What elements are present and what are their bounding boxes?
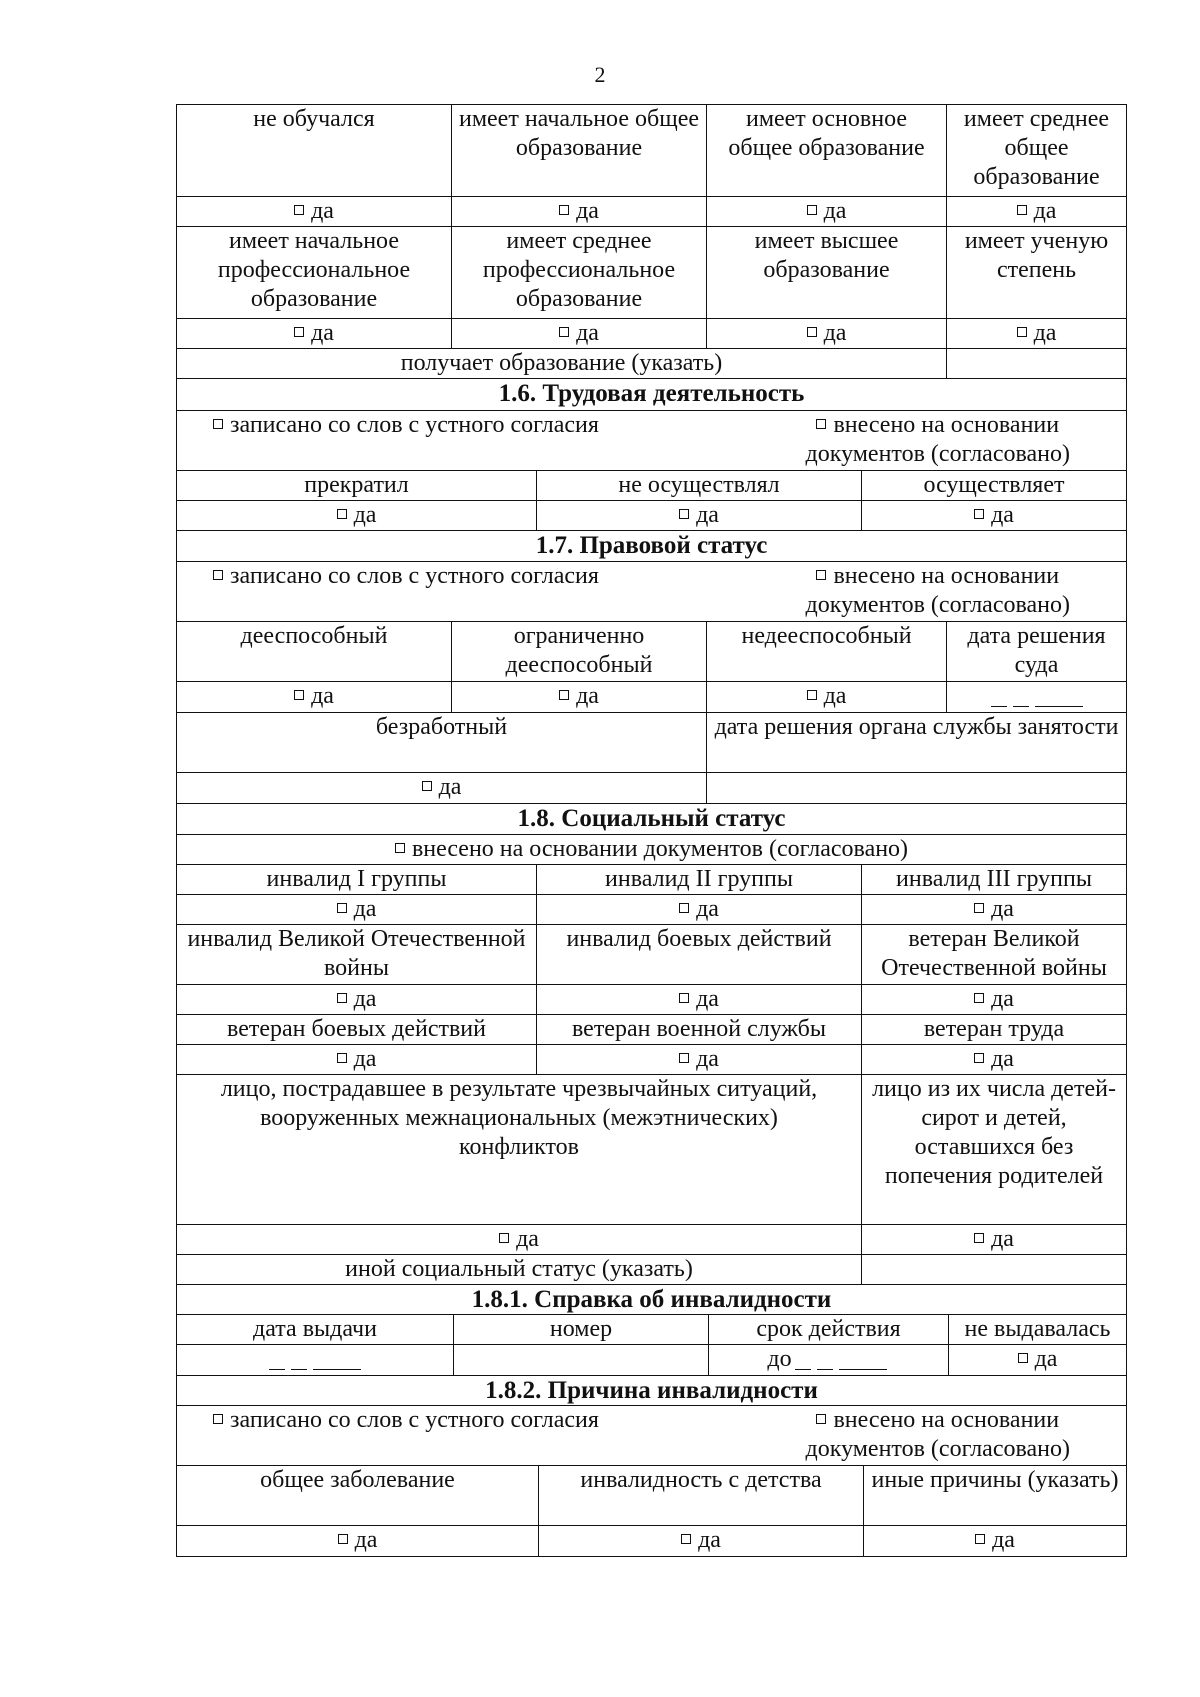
checkbox-yes[interactable] <box>177 985 537 1015</box>
date-year-blank <box>313 1351 361 1370</box>
social-options-row-2 <box>177 925 1127 985</box>
checkbox-label: да <box>311 198 334 224</box>
checkbox-label: да <box>823 320 847 346</box>
checkbox-yes[interactable] <box>707 197 947 227</box>
valid-until-prefix: до <box>767 1346 792 1372</box>
checkbox-icon <box>213 419 223 429</box>
social-option-label: инвалид III группы <box>862 865 1127 895</box>
checkbox-yes[interactable] <box>537 985 862 1015</box>
section-header-row <box>177 1285 1127 1315</box>
source-oral-label: записано со слов с устного согласия <box>230 412 599 438</box>
checkbox-icon <box>816 570 826 580</box>
social-option-label: инвалид Великой Отечественной войны <box>177 925 537 985</box>
source-oral-label: записано со слов с устного согласия <box>230 563 599 589</box>
certificate-column-label: номер <box>454 1315 709 1345</box>
checkbox-label: да <box>696 896 719 922</box>
section-header-row <box>177 1376 1127 1406</box>
source-row <box>177 1406 1127 1466</box>
checkbox-icon <box>816 1414 826 1424</box>
checkbox-yes[interactable] <box>452 319 707 349</box>
disability-cause-checkbox-row <box>177 1526 1127 1557</box>
victim-label: лицо, пострадавшее в результате чрезвычайных ситуаций, вооруженных межнациональных (межэтнических) конфликтов <box>177 1075 862 1225</box>
checkbox-label: да <box>1033 198 1057 224</box>
source-documents-option[interactable] <box>806 1406 1122 1464</box>
checkbox-label: да <box>311 683 334 709</box>
checkbox-label: да <box>354 1527 378 1553</box>
checkbox-yes[interactable] <box>177 1526 539 1557</box>
education-option-label: имеет основное общее образование <box>707 105 947 197</box>
checkbox-icon <box>679 509 689 519</box>
date-year-blank <box>839 1351 887 1370</box>
social-option-label: ветеран военной службы <box>537 1015 862 1045</box>
education-row-2 <box>177 227 1127 319</box>
checkbox-label: да <box>576 198 599 224</box>
source-row <box>177 562 1127 622</box>
studying-row <box>177 349 1127 379</box>
checkbox-yes[interactable] <box>864 1526 1127 1557</box>
checkbox-yes[interactable] <box>177 895 537 925</box>
checkbox-label: да <box>991 1046 1014 1072</box>
social-option-label: ветеран труда <box>862 1015 1127 1045</box>
section-heading-social: 1.8. Социальный статус <box>177 804 1127 835</box>
source-documents-label: документов (согласовано) <box>805 1436 1070 1462</box>
labor-option-label: не осуществлял <box>537 471 862 501</box>
checkbox-label: да <box>516 1226 539 1252</box>
certificate-number-field[interactable] <box>454 1345 709 1376</box>
checkbox-icon <box>294 327 304 337</box>
social-source-row <box>177 835 1127 865</box>
section-heading-legal: 1.7. Правовой статус <box>177 531 1127 562</box>
legal-option-label: дееспособный <box>177 622 452 682</box>
checkbox-yes[interactable] <box>177 1045 537 1075</box>
certificate-column-label: срок действия <box>709 1315 949 1345</box>
checkbox-yes[interactable] <box>537 1045 862 1075</box>
education-option-label: имеет начальное профессиональное образование <box>177 227 452 319</box>
checkbox-yes[interactable] <box>947 319 1127 349</box>
social-option-label: ветеран Великой Отечественной войны <box>862 925 1127 985</box>
employment-decision-date-field[interactable] <box>707 773 1127 804</box>
checkbox-yes[interactable] <box>452 197 707 227</box>
certificate-column-label: дата выдачи <box>177 1315 454 1345</box>
source-documents-label: внесено на основании <box>833 1407 1060 1433</box>
checkbox-icon <box>974 903 984 913</box>
checkbox-label: да <box>438 774 462 800</box>
checkbox-icon <box>213 570 223 580</box>
checkbox-icon <box>679 993 689 1003</box>
checkbox-yes[interactable] <box>707 682 947 713</box>
source-documents-label: документов (согласовано) <box>805 441 1070 467</box>
victim-orphan-row <box>177 1075 1127 1225</box>
checkbox-yes[interactable] <box>177 319 452 349</box>
checkbox-label: да <box>991 986 1014 1012</box>
social-option-label: инвалид I группы <box>177 865 537 895</box>
source-documents-label: внесено на основании <box>833 563 1060 589</box>
education-checkbox-row-1 <box>177 197 1127 227</box>
date-day-blank <box>991 688 1007 707</box>
checkbox-label: да <box>991 896 1014 922</box>
checkbox-yes[interactable] <box>177 501 537 531</box>
form-table <box>176 104 1127 1557</box>
source-options <box>177 1406 1127 1466</box>
checkbox-yes[interactable] <box>949 1345 1127 1376</box>
other-status-field[interactable] <box>862 1255 1127 1285</box>
checkbox-icon <box>975 1534 985 1544</box>
certificate-columns-row <box>177 1315 1127 1345</box>
checkbox-icon <box>395 843 405 853</box>
social-options-row-1 <box>177 865 1127 895</box>
labor-checkbox-row <box>177 501 1127 531</box>
source-documents-option[interactable] <box>806 411 1122 469</box>
education-checkbox-row-2 <box>177 319 1127 349</box>
valid-until-field[interactable] <box>709 1345 949 1376</box>
issue-date-field[interactable] <box>177 1345 454 1376</box>
checkbox-yes[interactable] <box>177 1225 862 1255</box>
studying-field[interactable] <box>947 349 1127 379</box>
labor-option-label: прекратил <box>177 471 537 501</box>
checkbox-label: да <box>311 320 334 346</box>
social-option-label: ветеран боевых действий <box>177 1015 537 1045</box>
source-oral-label: записано со слов с устного согласия <box>230 1407 599 1433</box>
checkbox-icon <box>1018 1353 1028 1363</box>
labor-options-row <box>177 471 1127 501</box>
checkbox-label: да <box>991 502 1014 528</box>
date-month-blank <box>291 1351 307 1370</box>
checkbox-yes[interactable] <box>177 197 452 227</box>
unemployed-row <box>177 713 1127 773</box>
checkbox-icon <box>974 1053 984 1063</box>
checkbox-yes[interactable] <box>707 319 947 349</box>
other-status-row <box>177 1255 1127 1285</box>
checkbox-icon <box>294 690 304 700</box>
certificate-values-row <box>177 1345 1127 1376</box>
disability-cause-options-row <box>177 1466 1127 1526</box>
source-oral-option[interactable] <box>181 1406 599 1435</box>
checkbox-icon <box>974 509 984 519</box>
legal-option-label: ограниченно дееспособный <box>452 622 707 682</box>
checkbox-yes[interactable] <box>947 197 1127 227</box>
checkbox-icon <box>559 690 569 700</box>
disability-cause-label: общее заболевание <box>177 1466 539 1526</box>
certificate-column-label: не выдавалась <box>949 1315 1127 1345</box>
checkbox-label: да <box>353 986 377 1012</box>
checkbox-yes[interactable] <box>862 895 1127 925</box>
source-oral-option[interactable] <box>181 562 599 591</box>
checkbox-label: да <box>353 896 377 922</box>
checkbox-yes[interactable] <box>537 895 862 925</box>
social-option-label: инвалид II группы <box>537 865 862 895</box>
checkbox-icon <box>816 419 826 429</box>
source-oral-option[interactable] <box>181 411 599 440</box>
education-row-1 <box>177 105 1127 197</box>
checkbox-icon <box>1017 205 1027 215</box>
section-heading-disability-certificate: 1.8.1. Справка об инвалидности <box>177 1285 1127 1315</box>
checkbox-yes[interactable] <box>862 1045 1127 1075</box>
source-documents-label: документов (согласовано) <box>805 592 1070 618</box>
checkbox-icon <box>337 903 347 913</box>
date-day-blank <box>269 1351 285 1370</box>
source-documents-option[interactable] <box>177 835 1127 865</box>
checkbox-label: да <box>576 683 599 709</box>
checkbox-icon <box>1017 327 1027 337</box>
checkbox-icon <box>559 205 569 215</box>
employment-decision-label: дата решения органа службы занятости <box>707 713 1127 773</box>
social-checkbox-row-1 <box>177 895 1127 925</box>
source-documents-option[interactable] <box>806 562 1122 620</box>
education-option-label: имеет среднее общее образование <box>947 105 1127 197</box>
checkbox-icon <box>499 1233 509 1243</box>
legal-options-row <box>177 622 1127 682</box>
checkbox-icon <box>422 781 432 791</box>
checkbox-icon <box>974 1233 984 1243</box>
page-number: 2 <box>594 62 606 87</box>
education-option-label: имеет высшее образование <box>707 227 947 319</box>
date-month-blank <box>817 1351 833 1370</box>
source-documents-label: внесено на основании документов (согласовано) <box>411 836 909 862</box>
checkbox-label: да <box>823 198 847 224</box>
checkbox-yes[interactable] <box>177 682 452 713</box>
disability-cause-label: иные причины (указать) <box>864 1466 1127 1526</box>
section-header-row <box>177 379 1127 411</box>
section-heading-labor: 1.6. Трудовая деятельность <box>177 379 1127 411</box>
checkbox-label: да <box>991 1226 1014 1252</box>
checkbox-yes[interactable] <box>862 501 1127 531</box>
checkbox-yes[interactable] <box>539 1526 864 1557</box>
social-checkbox-row-2 <box>177 985 1127 1015</box>
social-checkbox-row-3 <box>177 1045 1127 1075</box>
court-decision-date-field[interactable] <box>947 682 1127 713</box>
checkbox-label: да <box>696 1046 719 1072</box>
checkbox-icon <box>338 1534 348 1544</box>
checkbox-icon <box>337 1053 347 1063</box>
checkbox-icon <box>679 1053 689 1063</box>
checkbox-icon <box>213 1414 223 1424</box>
checkbox-label: да <box>353 502 377 528</box>
source-options <box>177 411 1127 471</box>
checkbox-icon <box>559 327 569 337</box>
checkbox-label: да <box>698 1527 721 1553</box>
social-option-label: инвалид боевых действий <box>537 925 862 985</box>
checkbox-icon <box>974 993 984 1003</box>
checkbox-label: да <box>353 1046 377 1072</box>
education-option-label: имеет начальное общее образование <box>452 105 707 197</box>
unemployed-label: безработный <box>177 713 707 773</box>
date-month-blank <box>1013 688 1029 707</box>
checkbox-icon <box>294 205 304 215</box>
checkbox-label: да <box>1034 1346 1058 1372</box>
checkbox-yes[interactable] <box>537 501 862 531</box>
section-header-row <box>177 531 1127 562</box>
orphan-label: лицо из их числа детей-сирот и детей, оставшихся без попечения родителей <box>862 1075 1127 1225</box>
checkbox-icon <box>681 1534 691 1544</box>
legal-option-label: дата решения суда <box>947 622 1127 682</box>
legal-option-label: недееспособный <box>707 622 947 682</box>
checkbox-icon <box>807 690 817 700</box>
checkbox-label: да <box>696 986 719 1012</box>
education-option-label: имеет ученую степень <box>947 227 1127 319</box>
checkbox-icon <box>337 993 347 1003</box>
legal-checkbox-row <box>177 682 1127 713</box>
checkbox-icon <box>337 509 347 519</box>
checkbox-label: да <box>823 683 847 709</box>
social-options-row-3 <box>177 1015 1127 1045</box>
checkbox-yes[interactable] <box>452 682 707 713</box>
education-option-label: имеет среднее профессиональное образование <box>452 227 707 319</box>
other-status-label: иной социальный статус (указать) <box>177 1255 862 1285</box>
checkbox-icon <box>807 205 817 215</box>
date-year-blank <box>1035 688 1083 707</box>
labor-option-label: осуществляет <box>862 471 1127 501</box>
checkbox-yes[interactable] <box>177 773 707 804</box>
checkbox-yes[interactable] <box>862 1225 1127 1255</box>
checkbox-yes[interactable] <box>862 985 1127 1015</box>
source-documents-label: внесено на основании <box>833 412 1060 438</box>
disability-cause-label: инвалидность с детства <box>539 1466 864 1526</box>
unemployed-checkbox-row <box>177 773 1127 804</box>
checkbox-label: да <box>992 1527 1015 1553</box>
section-header-row <box>177 804 1127 835</box>
checkbox-label: да <box>1033 320 1057 346</box>
source-row <box>177 411 1127 471</box>
education-option-label: не обучался <box>177 105 452 197</box>
checkbox-label: да <box>576 320 599 346</box>
source-options <box>177 562 1127 622</box>
checkbox-icon <box>679 903 689 913</box>
section-heading-disability-cause: 1.8.2. Причина инвалидности <box>177 1376 1127 1406</box>
checkbox-label: да <box>696 502 719 528</box>
victim-orphan-checkbox-row <box>177 1225 1127 1255</box>
studying-label: получает образование (указать) <box>177 349 947 379</box>
checkbox-icon <box>807 327 817 337</box>
date-day-blank <box>795 1351 811 1370</box>
